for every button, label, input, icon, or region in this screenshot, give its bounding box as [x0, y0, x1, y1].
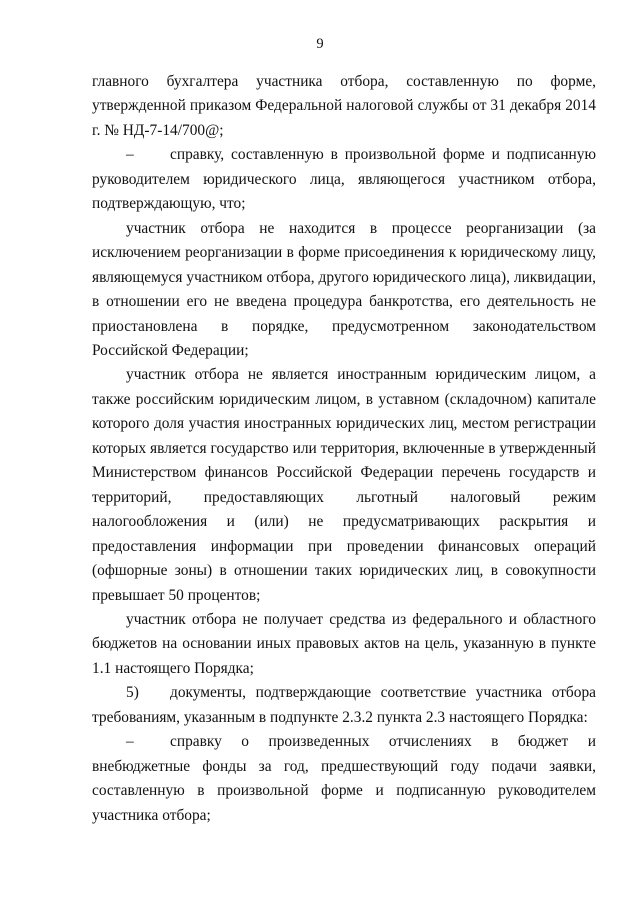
paragraph-text: участник отбора не находится в процессе реорганизации (за исключением реорганизации в форме присоединения к юридическому лицу, являющемуся участником отбора, другого юридического лица), ликвидации, в отношении его не введена процедура банкротства, его деятельность не приостановлена в порядке, предусмотренном законодательством Российской Федерации; [92, 219, 596, 359]
page-number: 9 [316, 36, 324, 52]
dash-list-item [92, 730, 596, 828]
paragraph-text: документы, подтверждающие соответствие участника отбора требованиям, указанным в подпункте 2.3.2 пункта 2.3 настоящего Порядка: [92, 684, 596, 726]
item-number: 5) [126, 684, 139, 702]
paragraph-text: участник отбора не получает средства из федерального и областного бюджетов на основании иных правовых актов на цель, указанную в пункте 1.1 настоящего Порядка; [92, 610, 596, 677]
paragraph-text: участник отбора не является иностранным юридическим лицом, а также российским юридическим лицом, в уставном (складочном) капитале которого доля участия иностранных юридических лиц, местом регистрации которых является государство или территория, включенные в утвержденный Министерством финансов Российской Федерации перечень государств и территорий, предоставляющих льготный налоговый режим налогообложения и (или) не предусматривающих раскрытия и предоставления информации при проведении финансовых операций (офшорные зоны) в отношении таких юридических лиц, в совокупности превышает 50 процентов; [92, 366, 596, 604]
dash-marker: – [126, 146, 134, 164]
paragraph-text: справку, составленную в произвольной форме и подписанную руководителем юридического лица, являющегося участником отбора, подтверждающую, что; [92, 146, 596, 213]
paragraph [92, 363, 596, 608]
paragraph [92, 217, 596, 364]
numbered-list-item [92, 681, 596, 730]
dash-marker: – [126, 733, 134, 751]
dash-list-item [92, 143, 596, 216]
paragraph-text: главного бухгалтера участника отбора, составленную по форме, утвержденной приказом Федеральной налоговой службы от 31 декабря 2014 г. № НД-7-14/700@; [92, 73, 596, 139]
paragraph-continuation [92, 70, 596, 143]
document-body [92, 70, 596, 828]
paragraph-text: справку о произведенных отчислениях в бюджет и внебюджетные фонды за год, предшествующий году подачи заявки, составленную в произвольной форме и подписанную руководителем участника отбора; [92, 733, 596, 824]
paragraph [92, 608, 596, 681]
